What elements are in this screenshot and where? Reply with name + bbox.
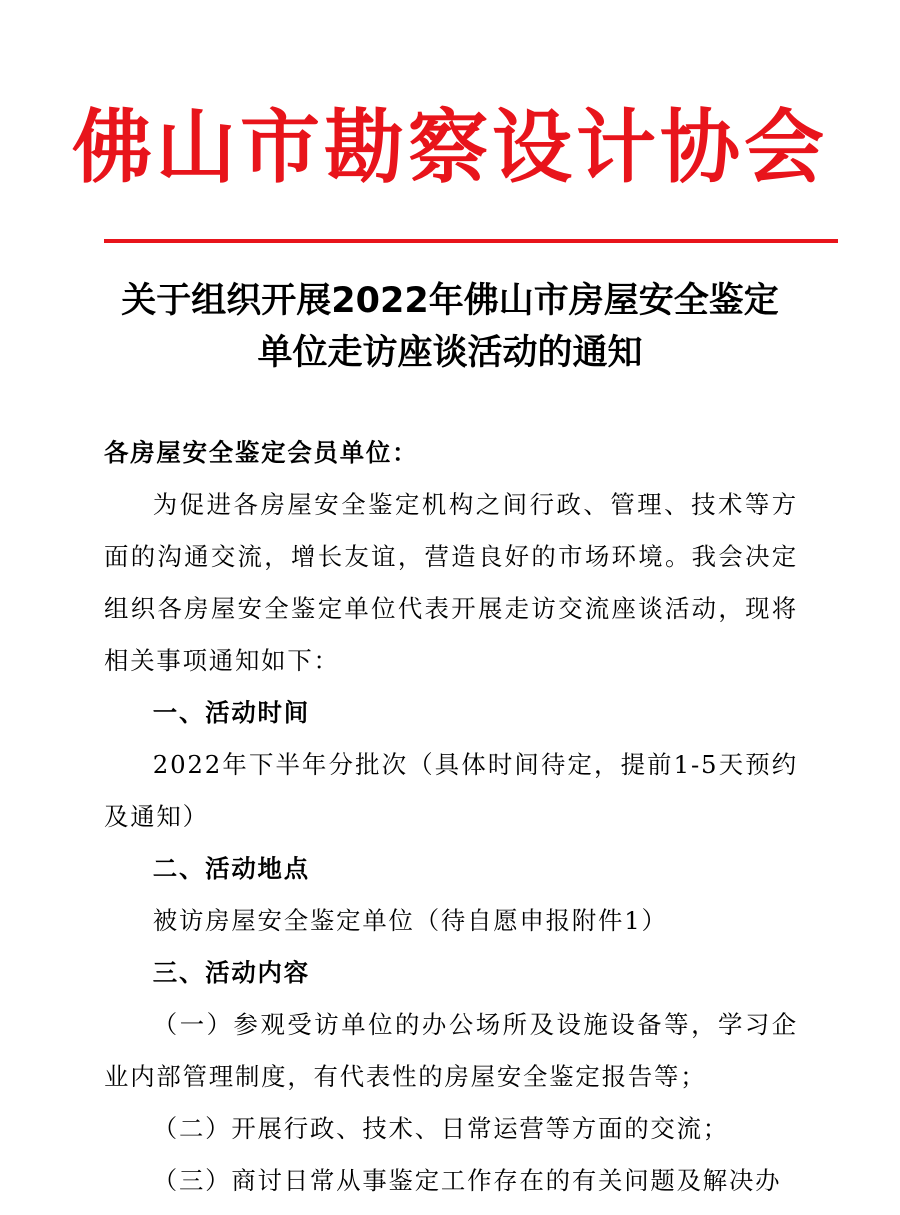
document-title-line-1: 关于组织开展2022年佛山市房屋安全鉴定 [121,281,779,321]
section-heading-time: 一、活动时间 [152,698,310,727]
content-item-3: （三）商讨日常从事鉴定工作存在的有关问题及解决办 [152,1166,782,1195]
content-item-2: （二）开展行政、技术、日常运营等方面的交流； [152,1114,729,1143]
content-item-1: （一）参观受访单位的办公场所及设施设备等，学习企业内部管理制度，有代表性的房屋安全鉴定报告等； [104,1010,798,1091]
section-heading-content: 三、活动内容 [152,958,310,987]
section-text-location: 被访房屋安全鉴定单位（待自愿申报附件1） [152,906,668,935]
section-heading-location: 二、活动地点 [152,854,310,883]
org-header-title: 佛山市勘察设计协会 [72,100,828,194]
intro-paragraph: 为促进各房屋安全鉴定机构之间行政、管理、技术等方面的沟通交流，增长友谊，营造良好的市场环境。我会决定组织各房屋安全鉴定单位代表开展走访交流座谈活动，现将相关事项通知如下： [104,490,798,675]
header-divider [104,239,838,243]
document-title [60,275,840,379]
document-body [104,427,798,1207]
salutation: 各房屋安全鉴定会员单位： [104,438,419,467]
document-title-line-2: 单位走访座谈活动的通知 [257,333,643,373]
section-text-time: 2022年下半年分批次（具体时间待定，提前1-5天预约及通知） [104,750,798,831]
